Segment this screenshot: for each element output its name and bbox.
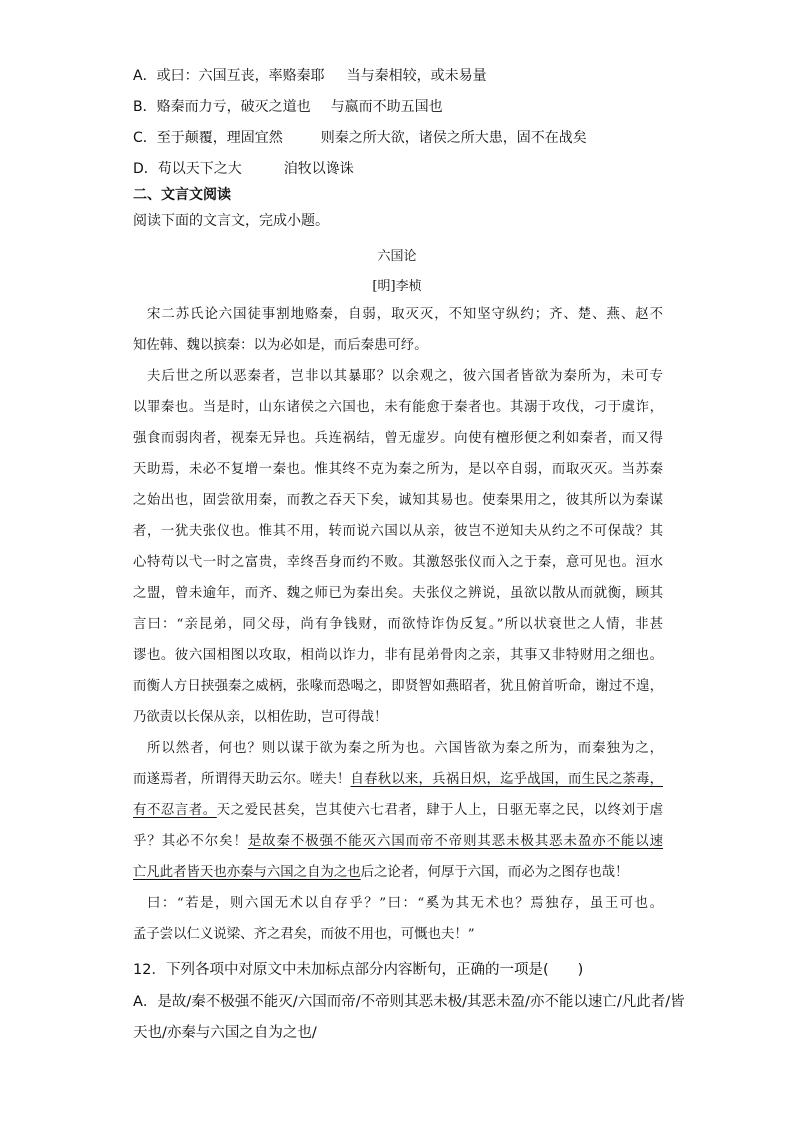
option-c-part1: C．至于颠覆，理固宜然: [133, 130, 283, 146]
p1-line-1: 宋二苏氏论六国徒事割地赂秦，自弱，取灭灭，不知坚守纵约；齐、楚、燕、赵不: [147, 307, 663, 322]
underlined-phrase-1: 自春秋以来，兵祸日炽，迄乎战国，而生民之荼毒，: [350, 772, 663, 787]
p2-line-11: 而衡人方日挟强秦之威柄，张喙而恐喝之，即贤智如燕昭者，犹且俯首听命，谢过不遑，: [133, 679, 663, 694]
p2-line-8: 之盟，曾未逾年，而齐、魏之师已为秦出矣。夫张仪之辨说，虽欲以散从而就衡，顾其: [133, 586, 663, 601]
p4-line-2: 孟子尝以仁义说梁、齐之君矣，而彼不用也，可慨也夫！”: [133, 927, 475, 942]
section-title: 二、文言文阅读: [133, 187, 231, 203]
p3-line-3: 有不忍言者。天之爱民甚矣，岂其使六七君者，肆于人上，日驱无辜之民，以终刘于虐: [133, 803, 663, 818]
p3-line-4: 乎？其必不尔矣！是故秦不极强不能灭六国而帝不帝则其恶未极其恶未盈亦不能以速: [133, 834, 663, 849]
option-d[interactable]: [133, 159, 354, 179]
p2-line-2: 以罪秦也。当是时，山东诸侯之六国也，未有能愈于秦者也。其溺于攻伐，刁于虞诈，: [133, 400, 663, 415]
p2-line-10: 谬也。彼六国相图以攻取，相尚以诈力，非有昆弟骨肉之亲，其事又非特财用之细也。: [133, 648, 663, 663]
option-a-part2: 当与秦相较，或未易量: [346, 68, 487, 84]
p3-line-1: 所以然者，何也？则以谋于欲为秦之所为也。六国皆欲为秦之所为，而秦独为之，: [147, 741, 663, 756]
p1-line-2: 知佐韩、魏以摈秦：以为必如是，而后秦患可纾。: [133, 338, 428, 353]
instruction: 阅读下面的文言文，完成小题。: [133, 213, 329, 229]
option-b-part1: B．赂秦而力亏，破灭之道也: [133, 99, 311, 115]
option-c[interactable]: [133, 128, 587, 148]
p3-line-5: 亡凡此者皆天也亦秦与六国之自为之也后之论者，何厚于六国，而必为之图存也哉！: [133, 865, 629, 880]
p2-line-12: 乃欲责以长保从亲，以相佐助，岂可得哉！: [133, 710, 388, 725]
p2-line-5: 之始出也，固尝欲用秦，而教之吞天下矣，诚知其易也。使秦果用之，彼其所以为秦谋: [133, 493, 663, 508]
p3-line-2: 而遂焉者，所谓得天助云尔。嗟夫！自春秋以来，兵祸日炽，迄乎战国，而生民之荼毒，: [133, 772, 663, 787]
question-option-a-line-1[interactable]: A．是故/秦不极强不能灭/六国而帝/不帝则其恶未极/其恶未盈/亦不能以速亡/凡此者/皆: [133, 994, 685, 1010]
unpunctuated-segment: 是故秦不极强不能灭六国而帝不帝则其恶未极其恶未盈亦不能以速: [247, 834, 663, 849]
option-b[interactable]: [133, 97, 443, 117]
option-b-part2: 与嬴而不助五国也: [330, 99, 443, 115]
option-a[interactable]: [133, 66, 487, 86]
question-stem: 12．下列各项中对原文中未加标点部分内容断句，正确的一项是( ): [133, 962, 584, 978]
p2-line-1: 夫后世之所以恶秦者，岂非以其暴耶？以余观之，彼六国者皆欲为秦所为，未可专: [147, 369, 663, 384]
p2-line-4: 天助焉，未必不复增一秦也。惟其终不克为秦之所为，是以卒自弱，而取灭灭。当苏秦: [133, 462, 663, 477]
p2-line-3: 强食而弱肉者，视秦无异也。兵连祸结，曾无虚岁。向使有檀形便之利如秦者，而又得: [133, 431, 663, 446]
option-d-part2: 洎牧以谗诛: [283, 161, 354, 177]
p2-line-7: 心特苟以弋一时之富贵，幸终吾身而约不败。其激怒张仪而入之于秦，意可见也。洹水: [133, 555, 663, 570]
p2-line-9: 言曰：“亲昆弟，同父母，尚有争钱财，而欲恃诈伪反复。”所以状衰世之人情，非甚: [133, 617, 663, 632]
option-a-part1: A．或曰：六国互丧，率赂秦耶: [133, 68, 325, 84]
option-c-part2: 则秦之所大欲，诸侯之所大患，固不在战矣: [320, 130, 587, 146]
p4-line-1: 曰：“若是，则六国无术以自存乎？”曰：“奚为其无术也？焉独存，虽王可也。: [147, 896, 663, 911]
passage-author: [明]李桢: [372, 279, 422, 294]
passage-title: 六国论: [377, 249, 417, 264]
option-d-part1: D．苟以天下之大: [133, 161, 242, 177]
underlined-phrase-1-cont: 有不忍言者。: [133, 803, 217, 818]
unpunctuated-segment-cont: 亡凡此者皆天也亦秦与六国之自为之也: [133, 865, 361, 880]
p2-line-6: 者，一犹夫张仪也。惟其不用，转而说六国以从亲，彼岂不逆知夫从约之不可保哉？其: [133, 524, 663, 539]
question-option-a-line-2[interactable]: 天也/亦秦与六国之自为之也/: [133, 1025, 317, 1041]
